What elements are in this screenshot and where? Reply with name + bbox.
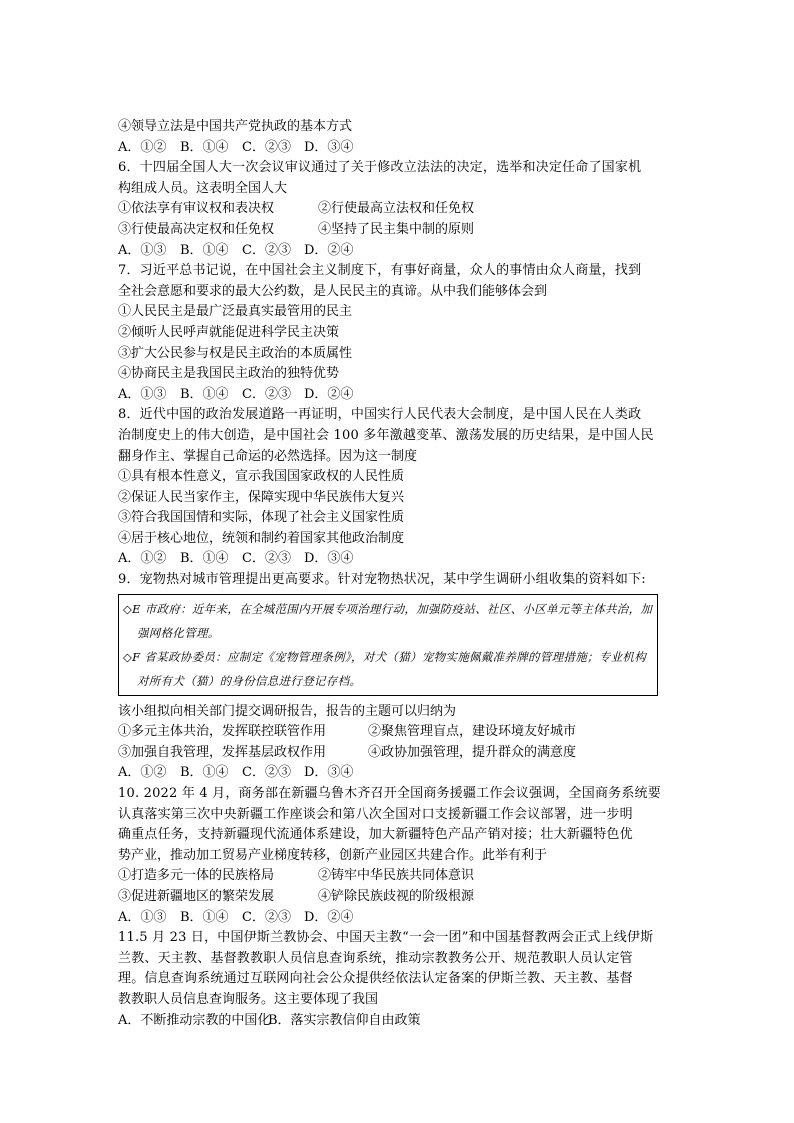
exam-page [118,117,678,1031]
q8-item-1: ①具有根本性意义，宣示我国国家政权的人民性质 [118,469,405,485]
q6-item-3: ③行使最高决定权和任免权 [118,221,275,237]
q6-stem-1: 6．十四届全国人大一次会议审议通过了关于修改立法法的决定，选举和决定任命了国家机 [118,160,642,176]
q11-option-a[interactable]: A．不断推动宗教的中国化 [118,1012,271,1028]
q11-stem-1: 11.5 月 23 日，中国伊斯兰教协会、中国天主教“一会一团”和中国基督教两会正式上线伊斯 [118,930,654,946]
q6-items-row-1 [118,199,678,220]
q10-options [118,908,678,929]
q5-option-a[interactable]: A．①② [118,139,167,155]
q8-stem-2: 治制度史上的伟大创造，是中国社会 100 多年激越变革、激荡发展的历史结果，是中国人民 [118,427,654,443]
q8-item-2: ②保证人民当家作主，保障实现中华民族伟大复兴 [118,489,405,505]
q9-ask: 该小组拟向相关部门提交调研报告，报告的主题可以归纳为 [118,703,457,719]
q6-option-a[interactable]: A．①③ [118,242,167,258]
q9-option-b[interactable]: B．①④ [180,765,229,781]
q7-option-c[interactable]: C．②③ [242,386,291,402]
q9-material-box [118,594,658,696]
q5-option-b[interactable]: B．①④ [180,139,229,155]
q9-items-row-1 [118,722,678,743]
q5-item-4: ④领导立法是中国共产党执政的基本方式 [118,119,353,134]
q9-material-f-1: ◇F 省某政协委员：应制定《宠物管理条例》，对犬（猫）宠物实施佩戴准养牌的管理措施；专业机构 [123,649,647,664]
q5-option-d[interactable]: D．③④ [304,139,354,155]
q8-options [118,549,678,570]
q7-item-2: ②倾听人民呼声就能促进科学民主决策 [118,324,340,340]
q7-options [118,385,678,406]
q10-items-row-2 [118,887,678,908]
q6-option-c[interactable]: C．②③ [242,242,291,258]
q10-item-4: ④铲除民族歧视的阶级根源 [318,889,475,904]
q8-option-b[interactable]: B．①④ [180,551,229,567]
q9-material-f-2: 对所有犬（猫）的身份信息进行登记存档。 [137,673,362,688]
q8-option-a[interactable]: A．①② [118,551,167,567]
q7-option-a[interactable]: A．①③ [118,386,167,402]
q10-stem-2: 认真落实第三次中央新疆工作座谈会和第八次全国对口支援新疆工作会议部署，进一步明 [118,806,633,822]
q9-item-4: ④政协加强管理，提升群众的满意度 [368,744,577,760]
q9-item-1: ①多元主体共治，发挥联控联管作用 [118,724,327,740]
q8-item-4: ④居于核心地位，统领和制约着国家其他政治制度 [118,530,405,546]
q9-stem: 9．宠物热对城市管理提出更高要求。针对宠物热状况，某中学生调研小组收集的资料如下: [118,572,646,588]
q7-item-3: ③扩大公民参与权是民主政治的本质属性 [118,345,353,361]
q6-stem-2: 构组成人员。这表明全国人大 [118,180,288,196]
q7-item-1: ①人民民主是最广泛最真实最管用的民主 [118,304,353,320]
q9-option-a[interactable]: A．①② [118,765,167,781]
q11-stem-2: 兰教、天主教、基督教教职人员信息查询系统，推动宗教教务公开、规范教职人员认定管 [118,950,633,966]
q11-stem-3: 理。信息查询系统通过互联网向社会公众提供经依法认定备案的伊斯兰教、天主教、基督 [118,971,633,987]
q11-options [118,1011,678,1032]
q8-item-3: ③符合我国国情和实际，体现了社会主义国家性质 [118,510,405,526]
q10-items-row-1 [118,866,678,887]
q10-option-b[interactable]: B．①④ [180,909,229,925]
q10-stem-3: 确重点任务，支持新疆现代流通体系建设，加大新疆特色产品产销对接；壮大新疆特色优 [118,827,633,843]
q6-option-d[interactable]: D．②④ [304,242,354,258]
q5-options [118,138,678,159]
q8-option-c[interactable]: C．②③ [242,551,291,567]
q9-option-d[interactable]: D．③④ [304,765,354,781]
q5-option-c[interactable]: C．②③ [242,139,291,155]
q9-item-2: ②聚焦管理盲点，建设环境友好城市 [368,724,577,740]
q11-option-b[interactable]: B．落实宗教信仰自由政策 [268,1012,421,1028]
q10-item-1: ①打造多元一体的民族格局 [118,868,275,884]
q6-item-2: ②行使最高立法权和任免权 [318,201,475,217]
q6-option-b[interactable]: B．①④ [180,242,229,258]
q10-stem-4: 势产业，推动加工贸易产业梯度转移，创新产业园区共建合作。此举有利于 [118,847,548,863]
q8-option-d[interactable]: D．③④ [304,551,354,567]
q9-option-c[interactable]: C．②③ [242,765,291,781]
q8-stem-1: 8．近代中国的政治发展道路一再证明，中国实行人民代表大会制度，是中国人民在人类政 [118,407,642,423]
q10-option-d[interactable]: D．②④ [304,909,354,925]
q9-material-e-1: ◇E 市政府：近年来，在全城范围内开展专项治理行动，加强防疫站、社区、小区单元等主体共治，加 [123,601,653,616]
q10-item-2: ②铸牢中华民族共同体意识 [318,868,475,884]
q7-stem-1: 7．习近平总书记说，在中国社会主义制度下，有事好商量，众人的事情由众人商量，找到 [118,263,642,279]
q8-stem-3: 翻身作主、掌握自己命运的必然选择。因为这一制度 [118,448,418,464]
q10-option-a[interactable]: A．①③ [118,909,167,925]
q6-items-row-2 [118,220,678,241]
q10-item-3: ③促进新疆地区的繁荣发展 [118,889,275,904]
q7-option-d[interactable]: D．②④ [304,386,354,402]
q7-stem-2: 全社会意愿和要求的最大公约数，是人民民主的真谛。从中我们能够体会到 [118,283,548,299]
q10-stem-1: 10. 2022 年 4 月，商务部在新疆乌鲁木齐召开全国商务援疆工作会议强调，全国商务系统要 [118,786,661,802]
q9-options [118,763,678,784]
q6-options [118,241,678,262]
q7-item-4: ④协商民主是我国民主政治的独特优势 [118,366,340,382]
q11-stem-4: 教教职人员信息查询服务。这主要体现了我国 [118,991,379,1007]
q9-material-e-2: 强网格化管理。 [137,625,220,640]
q9-items-row-2 [118,743,678,764]
q6-item-4: ④坚持了民主集中制的原则 [318,221,475,237]
q6-item-1: ①依法享有审议权和表决权 [118,201,275,217]
q9-item-3: ③加强自我管理，发挥基层政权作用 [118,744,327,760]
q10-option-c[interactable]: C．②③ [242,909,291,925]
q7-option-b[interactable]: B．①④ [180,386,229,402]
